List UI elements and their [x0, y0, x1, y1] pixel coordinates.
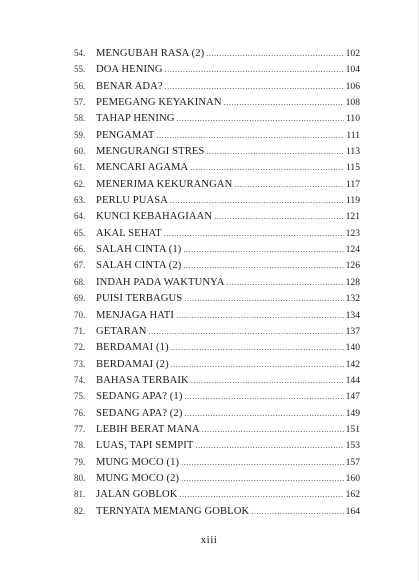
toc-entry-title: SEDANG APA? (1) [96, 391, 183, 403]
toc-entry-number: 75. [74, 391, 86, 402]
toc-entry-number: 56. [74, 80, 86, 91]
dot-leader [226, 275, 343, 291]
toc-entry [74, 356, 360, 372]
toc-entry-title: BERDAMAI (2) [96, 358, 169, 370]
toc-entry-number: 70. [74, 309, 86, 320]
toc-entry-title: SALAH CINTA (2) [96, 260, 182, 272]
dot-leader [251, 504, 343, 520]
toc-entry-number: 72. [74, 342, 86, 353]
dot-leader [214, 209, 343, 225]
toc-entry-page: 126 [345, 260, 360, 272]
toc-entry-page: 160 [345, 472, 360, 484]
toc-entry-page: 121 [345, 211, 360, 223]
dot-leader [206, 144, 344, 160]
dot-leader [195, 438, 343, 454]
toc-entry [74, 192, 360, 208]
toc-entry-page: 140 [345, 342, 360, 354]
toc-entry [74, 274, 360, 290]
toc-entry-page: 132 [345, 293, 360, 305]
toc-entry-number: 65. [74, 227, 86, 238]
toc-entry-page: 108 [345, 97, 360, 109]
toc-entry-title: SEDANG APA? (2) [96, 407, 183, 419]
dot-leader [164, 226, 344, 242]
toc-entry [74, 470, 360, 486]
toc-entry-page: 153 [345, 440, 360, 452]
toc-entry-title: JALAN GOBLOK [96, 489, 178, 501]
toc-entry-title: PUISI TERBAGUS [96, 293, 183, 305]
toc-entry-number: 82. [74, 505, 86, 516]
toc-entry-title: TAHAP HENING [96, 113, 175, 125]
toc-entry [74, 176, 360, 192]
toc-entry-number: 66. [74, 244, 86, 255]
dot-leader [171, 340, 344, 356]
toc-entry-page: 164 [345, 505, 360, 517]
toc-entry-page: 110 [345, 113, 360, 125]
toc-entry [74, 421, 360, 437]
toc-entry [74, 159, 360, 175]
toc-entry-page: 151 [345, 423, 360, 435]
toc-entry-title: BAHASA TERBAIK [96, 374, 189, 386]
toc-entry-title: MENERIMA KEKURANGAN [96, 178, 233, 190]
toc-entry [74, 241, 360, 257]
dot-leader [171, 357, 344, 373]
toc-entry-page: 137 [345, 325, 360, 337]
table-of-contents [74, 45, 360, 519]
toc-entry-title: DOA HENING [96, 64, 163, 76]
toc-entry [74, 127, 360, 143]
toc-entry [74, 388, 360, 404]
toc-entry-page: 113 [345, 146, 360, 158]
toc-entry-number: 64. [74, 211, 86, 222]
toc-entry [74, 437, 360, 453]
toc-entry-number: 57. [74, 97, 86, 108]
toc-entry-page: 162 [345, 489, 360, 501]
toc-entry-title: PEMEGANG KEYAKINAN [96, 97, 222, 109]
toc-entry-page: 111 [346, 129, 360, 141]
toc-entry-title: AKAL SEHAT [96, 227, 162, 239]
toc-entry-title: MUNG MOCO (1) [96, 456, 180, 468]
toc-entry-number: 78. [74, 440, 86, 451]
toc-entry-title: MENJAGA HATI [96, 309, 175, 321]
toc-entry-number: 69. [74, 293, 86, 304]
toc-entry-number: 59. [74, 129, 86, 140]
toc-entry-title: SALAH CINTA (1) [96, 244, 182, 256]
toc-entry-number: 63. [74, 195, 86, 206]
dot-leader [165, 79, 344, 95]
toc-entry-page: 149 [345, 407, 360, 419]
toc-entry-title: MENGURANGI STRES [96, 146, 205, 158]
toc-entry-number: 61. [74, 162, 86, 173]
toc-entry-number: 74. [74, 374, 86, 385]
toc-entry-number: 62. [74, 178, 86, 189]
toc-entry-number: 73. [74, 358, 86, 369]
dot-leader [234, 177, 344, 193]
toc-entry [74, 78, 360, 94]
dot-leader [181, 471, 344, 487]
toc-entry-title: MENCARI AGAMA [96, 162, 189, 174]
toc-entry-title: BENAR ADA? [96, 80, 163, 92]
toc-entry-page: 117 [345, 178, 360, 190]
toc-entry-page: 124 [345, 244, 360, 256]
dot-leader [180, 487, 344, 503]
toc-entry [74, 143, 360, 159]
dot-leader [156, 128, 344, 144]
dot-leader [206, 46, 343, 62]
toc-entry-title: MENGUBAH RASA (2) [96, 48, 205, 59]
toc-entry-page: 144 [345, 374, 360, 386]
dot-leader [191, 373, 344, 389]
toc-entry [74, 94, 360, 110]
toc-entry-title: GETARAN [96, 325, 147, 337]
toc-entry-title: LUAS, TAPI SEMPIT [96, 440, 194, 452]
toc-entry-page: 104 [345, 64, 360, 76]
toc-entry [74, 110, 360, 126]
toc-entry-number: 58. [74, 113, 86, 124]
toc-entry-title: TERNYATA MEMANG GOBLOK [96, 505, 250, 517]
dot-leader [184, 406, 343, 422]
toc-entry-title: LEBIH BERAT MANA [96, 423, 200, 435]
dot-leader [190, 160, 344, 176]
dot-leader [176, 308, 344, 324]
toc-entry [74, 257, 360, 273]
toc-entry-number: 68. [74, 276, 86, 287]
toc-entry-number: 71. [74, 325, 86, 336]
toc-entry [74, 61, 360, 77]
toc-entry-number: 60. [74, 146, 86, 157]
toc-entry [74, 307, 360, 323]
toc-entry-page: 142 [345, 358, 360, 370]
toc-entry-title: BERDAMAI (1) [96, 342, 169, 354]
toc-entry-title: KUNCI KEBAHAGIAAN [96, 211, 213, 223]
toc-entry [74, 225, 360, 241]
dot-leader [170, 193, 344, 209]
toc-entry-number: 54. [74, 48, 86, 58]
dot-leader [183, 242, 343, 258]
dot-leader [177, 111, 344, 127]
dot-leader [202, 422, 344, 438]
toc-entry-page: 157 [345, 456, 360, 468]
toc-entry [74, 486, 360, 502]
toc-entry-title: INDAH PADA WAKTUNYA [96, 276, 225, 288]
page-number: xiii [200, 534, 218, 546]
toc-entry-title: PERLU PUASA [96, 195, 169, 207]
toc-entry-page: 106 [345, 80, 360, 92]
toc-entry [74, 290, 360, 306]
toc-entry-page: 134 [345, 309, 360, 321]
toc-entry-number: 77. [74, 423, 86, 434]
toc-entry [74, 339, 360, 355]
toc-entry-number: 81. [74, 489, 86, 500]
toc-entry [74, 503, 360, 519]
dot-leader [184, 389, 343, 405]
toc-entry [74, 208, 360, 224]
dot-leader [165, 62, 344, 78]
dot-leader [224, 95, 344, 111]
toc-entry [74, 454, 360, 470]
dot-leader [184, 291, 343, 307]
toc-entry-title: MUNG MOCO (2) [96, 472, 180, 484]
toc-entry-page: 102 [345, 48, 360, 59]
toc-entry-title: PENGAMAT [96, 129, 155, 141]
toc-entry-page: 147 [345, 391, 360, 403]
toc-entry-number: 55. [74, 64, 86, 75]
toc-entry [74, 405, 360, 421]
dot-leader [183, 258, 343, 274]
toc-entry-number: 80. [74, 472, 86, 483]
toc-entry-number: 76. [74, 407, 86, 418]
toc-entry [74, 372, 360, 388]
toc-entry-page: 115 [345, 162, 360, 174]
toc-entry-page: 123 [345, 227, 360, 239]
toc-entry-number: 79. [74, 456, 86, 467]
toc-entry-page: 119 [345, 195, 360, 207]
toc-entry-page: 128 [345, 276, 360, 288]
toc-entry [74, 323, 360, 339]
dot-leader [181, 455, 344, 471]
toc-entry-number: 67. [74, 260, 86, 271]
dot-leader [148, 324, 343, 340]
toc-entry [74, 45, 360, 61]
